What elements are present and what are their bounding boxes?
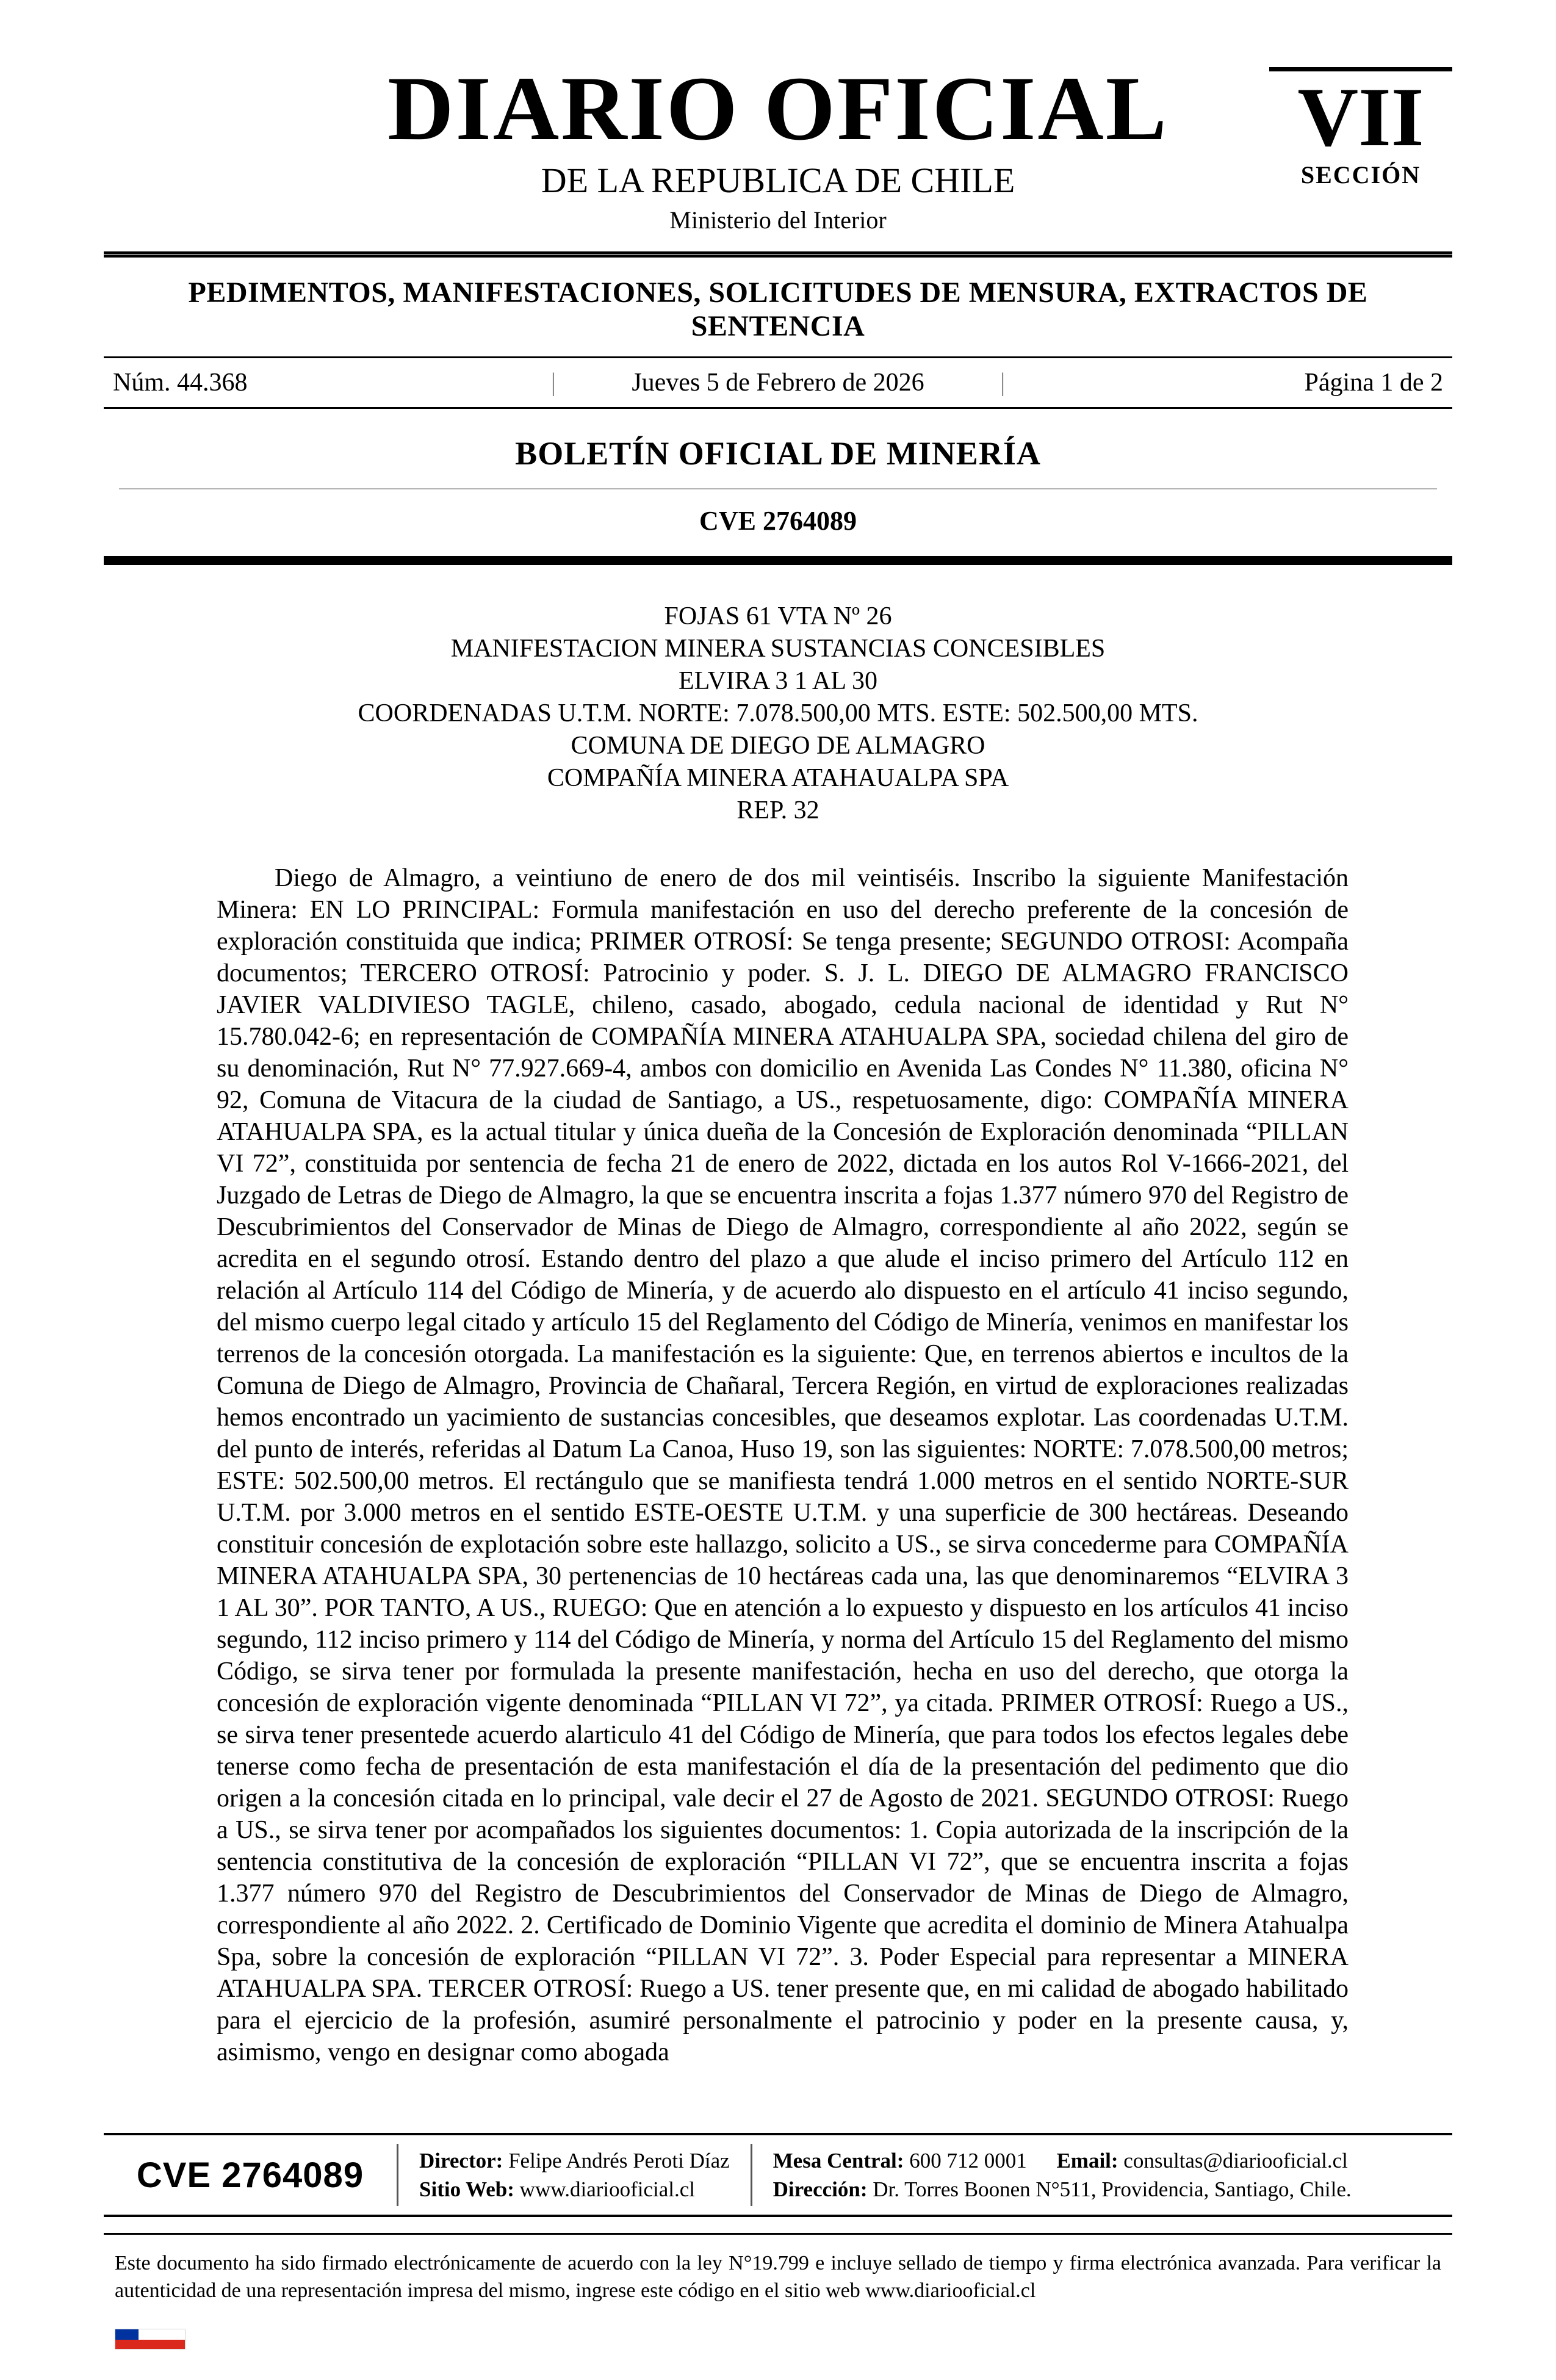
phone-label: Mesa Central:	[773, 2149, 904, 2173]
footer-website-line	[419, 2175, 730, 2204]
bulletin-light-rule	[119, 488, 1437, 489]
director-label: Director:	[419, 2149, 503, 2173]
bulletin-title: BOLETÍN OFICIAL DE MINERÍA	[515, 435, 1041, 472]
website-value: www.diariooficial.cl	[519, 2177, 696, 2201]
mining-notice	[0, 565, 1556, 2068]
phone-value: 600 712 0001	[909, 2149, 1027, 2173]
notice-heading	[0, 600, 1556, 827]
issue-date: Jueves 5 de Febrero de 2026	[632, 368, 924, 397]
notice-heading-line-type: MANIFESTACION MINERA SUSTANCIAS CONCESIBLES	[450, 634, 1106, 663]
newspaper-title: DIARIO OFICIAL	[387, 58, 1169, 159]
issue-info-row	[113, 358, 1443, 407]
footer-cve-code: CVE 2764089	[136, 2155, 364, 2195]
separator-pipe: |	[550, 368, 556, 397]
document-footer	[0, 2090, 1556, 2349]
chile-flag-white-field	[139, 2329, 185, 2340]
page-indicator: Página 1 de 2	[1304, 368, 1443, 397]
bulletin-thick-rule	[104, 556, 1452, 565]
masthead	[0, 58, 1556, 234]
notice-heading-line-claim-name: ELVIRA 3 1 AL 30	[679, 666, 877, 695]
issue-number: Núm. 44.368	[113, 368, 248, 397]
footer-director-column	[397, 2144, 751, 2206]
chile-flag-blue-canton	[115, 2329, 139, 2340]
chile-flag-icon	[115, 2329, 185, 2349]
notice-heading-line-rep: REP. 32	[737, 796, 819, 824]
footer-contact-column	[751, 2144, 1372, 2206]
footer-director-line	[419, 2146, 730, 2175]
legal-notice-text: Este documento ha sido firmado electrónicamente de acuerdo con la ley N°19.799 e incluye sellado de tiempo y firma electrónica avanzada. Para verificar la autenticidad de una representación impresa del mismo, ingrese este código en el sitio web www.diariooficial.cl	[115, 2252, 1441, 2302]
footer-phone-email-line	[773, 2146, 1352, 2175]
cve-code: CVE 2764089	[699, 505, 857, 536]
footer-address-line	[773, 2175, 1352, 2204]
chile-flag-red-stripe	[115, 2340, 185, 2349]
footer-info-box	[104, 2133, 1452, 2217]
notice-heading-line-company: COMPAÑÍA MINERA ATAHAUALPA SPA	[547, 763, 1009, 792]
director-name: Felipe Andrés Peroti Díaz	[508, 2149, 730, 2173]
notice-heading-line-commune: COMUNA DE DIEGO DE ALMAGRO	[571, 731, 985, 760]
separator-pipe: |	[1000, 368, 1006, 397]
banner-rule-bottom	[104, 407, 1452, 409]
ministry-line: Ministerio del Interior	[669, 206, 887, 234]
website-label: Sitio Web:	[419, 2177, 514, 2201]
address-value: Dr. Torres Boonen N°511, Providencia, Santiago, Chile.	[873, 2177, 1352, 2201]
newspaper-subtitle: DE LA REPUBLICA DE CHILE	[541, 160, 1015, 200]
banner-title: PEDIMENTOS, MANIFESTACIONES, SOLICITUDES DE MENSURA, EXTRACTOS DE SENTENCIA	[188, 276, 1368, 342]
chile-flag-top	[115, 2329, 185, 2340]
notice-body-text: Diego de Almagro, a veintiuno de enero de dos mil veintiséis. Inscribo la siguiente Manifestación Minera: EN LO PRINCIPAL: Formula manifestación en uso del derecho preferente de la concesión de exploración constituida que indica; PRIMER OTROSÍ: Se tenga presente; SEGUNDO OTROSI: Acompaña documentos; TERCERO OTROSÍ: Patrocinio y poder. S. J. L. DIEGO DE ALMAGRO FRANCISCO JAVIER VALDIVIESO TAGLE, chileno, casado, abogado, cedula nacional de identidad y Rut N° 15.780.042-6; en representación de COMPAÑÍA MINERA ATAHUALPA SPA, sociedad chilena del giro de su denominación, Rut N° 77.927.669-4, ambos con domicilio en Avenida Las Condes N° 11.380, oficina N° 92, Comuna de Vitacura de la ciudad de Santiago, a US., respetuosamente, digo: COMPAÑÍA MINERA ATAHUALPA SPA, es la actual titular y única dueña de la Concesión de Exploración denominada “PILLAN VI 72”, constituida por sentencia de fecha 21 de enero de 2022, dictada en los autos Rol V-1666-2021, del Juzgado de Letras de Diego de Almagro, la que se encuentra inscrita a fojas 1.377 número 970 del Registro de Descubrimientos del Conservador de Minas de Diego de Almagro, correspondiente al año 2022, según se acredita en el segundo otrosí. Estando dentro del plazo a que alude el inciso primero del Artículo 112 en relación al Artículo 114 del Código de Minería, y de acuerdo alo dispuesto en el artículo 41 inciso segundo, del mismo cuerpo legal citado y artículo 15 del Reglamento del Código de Minería, venimos en manifestar los terrenos de la concesión otorgada. La manifestación es la siguiente: Que, en terrenos abiertos e incultos de la Comuna de Diego de Almagro, Provincia de Chañaral, Tercera Región, en virtud de exploraciones realizadas hemos encontrado un yacimiento de sustancias concesibles, que deseamos explotar. Las coordenadas U.T.M. del punto de interés, referidas al Datum La Canoa, Huso 19, son las siguientes: NORTE: 7.078.500,00 metros; ESTE: 502.500,00 metros. El rectángulo que se manifiesta tendrá 1.000 metros en el sentido NORTE-SUR U.T.M. por 3.000 metros en el sentido ESTE-OESTE U.T.M. y una superficie de 300 hectáreas. Deseando constituir concesión de explotación sobre este hallazgo, solicito a US., se sirva concederme para COMPAÑÍA MINERA ATAHUALPA SPA, 30 pertenencias de 10 hectáreas cada una, las que denominaremos “ELVIRA 3 1 AL 30”. POR TANTO, A US., RUEGO: Que en atención a lo expuesto y dispuesto en los artículos 41 inciso segundo, 112 inciso primero y 114 del Código de Minería, y norma del Artículo 15 del Reglamento del mismo Código, se sirva tener por formulada la presente manifestación, hecha en uso del derecho, que otorga la concesión de exploración vigente denominada “PILLAN VI 72”, ya citada. PRIMER OTROSÍ: Ruego a US., se sirva tener presentede acuerdo alarticulo 41 del Código de Minería, que para todos los efectos legales debe tenerse como fecha de presentación de esta manifestación el día de la presentación del pedimento que dio origen a la concesión citada en lo principal, vale decir el 27 de Agosto de 2021. SEGUNDO OTROSI: Ruego a US., se sirva tener por acompañados los siguientes documentos: 1. Copia autorizada de la inscripción de la sentencia constitutiva de la concesión de exploración “PILLAN VI 72”, que se encuentra inscrita a fojas 1.377 número 970 del Registro de Descubrimientos del Conservador de Minas de Diego de Almagro, correspondiente al año 2022. 2. Certificado de Dominio Vigente que acredita el dominio de Minera Atahualpa Spa, sobre la concesión de exploración “PILLAN VI 72”. 3. Poder Especial para representar a MINERA ATAHUALPA SPA. TERCER OTROSÍ: Ruego a US. tener presente que, en mi calidad de abogado habilitado para el ejercicio de la profesión, asumiré personalmente el patrocinio y poder en la presente causa, y, asimismo, vengo en designar como abogada	[217, 864, 1349, 2066]
legal-rule	[104, 2233, 1452, 2235]
email-value: consultas@diariooficial.cl	[1123, 2149, 1348, 2173]
section-badge	[1269, 67, 1452, 189]
address-label: Dirección:	[773, 2177, 868, 2201]
section-number: VII	[1297, 70, 1424, 164]
masthead-double-rule	[104, 251, 1452, 258]
notice-heading-line-coordinates: COORDENADAS U.T.M. NORTE: 7.078.500,00 MTS. ESTE: 502.500,00 MTS.	[358, 699, 1198, 727]
email-label: Email:	[1056, 2149, 1118, 2173]
section-label: SECCIÓN	[1300, 161, 1421, 189]
notice-heading-line-fojas: FOJAS 61 VTA Nº 26	[664, 602, 892, 630]
